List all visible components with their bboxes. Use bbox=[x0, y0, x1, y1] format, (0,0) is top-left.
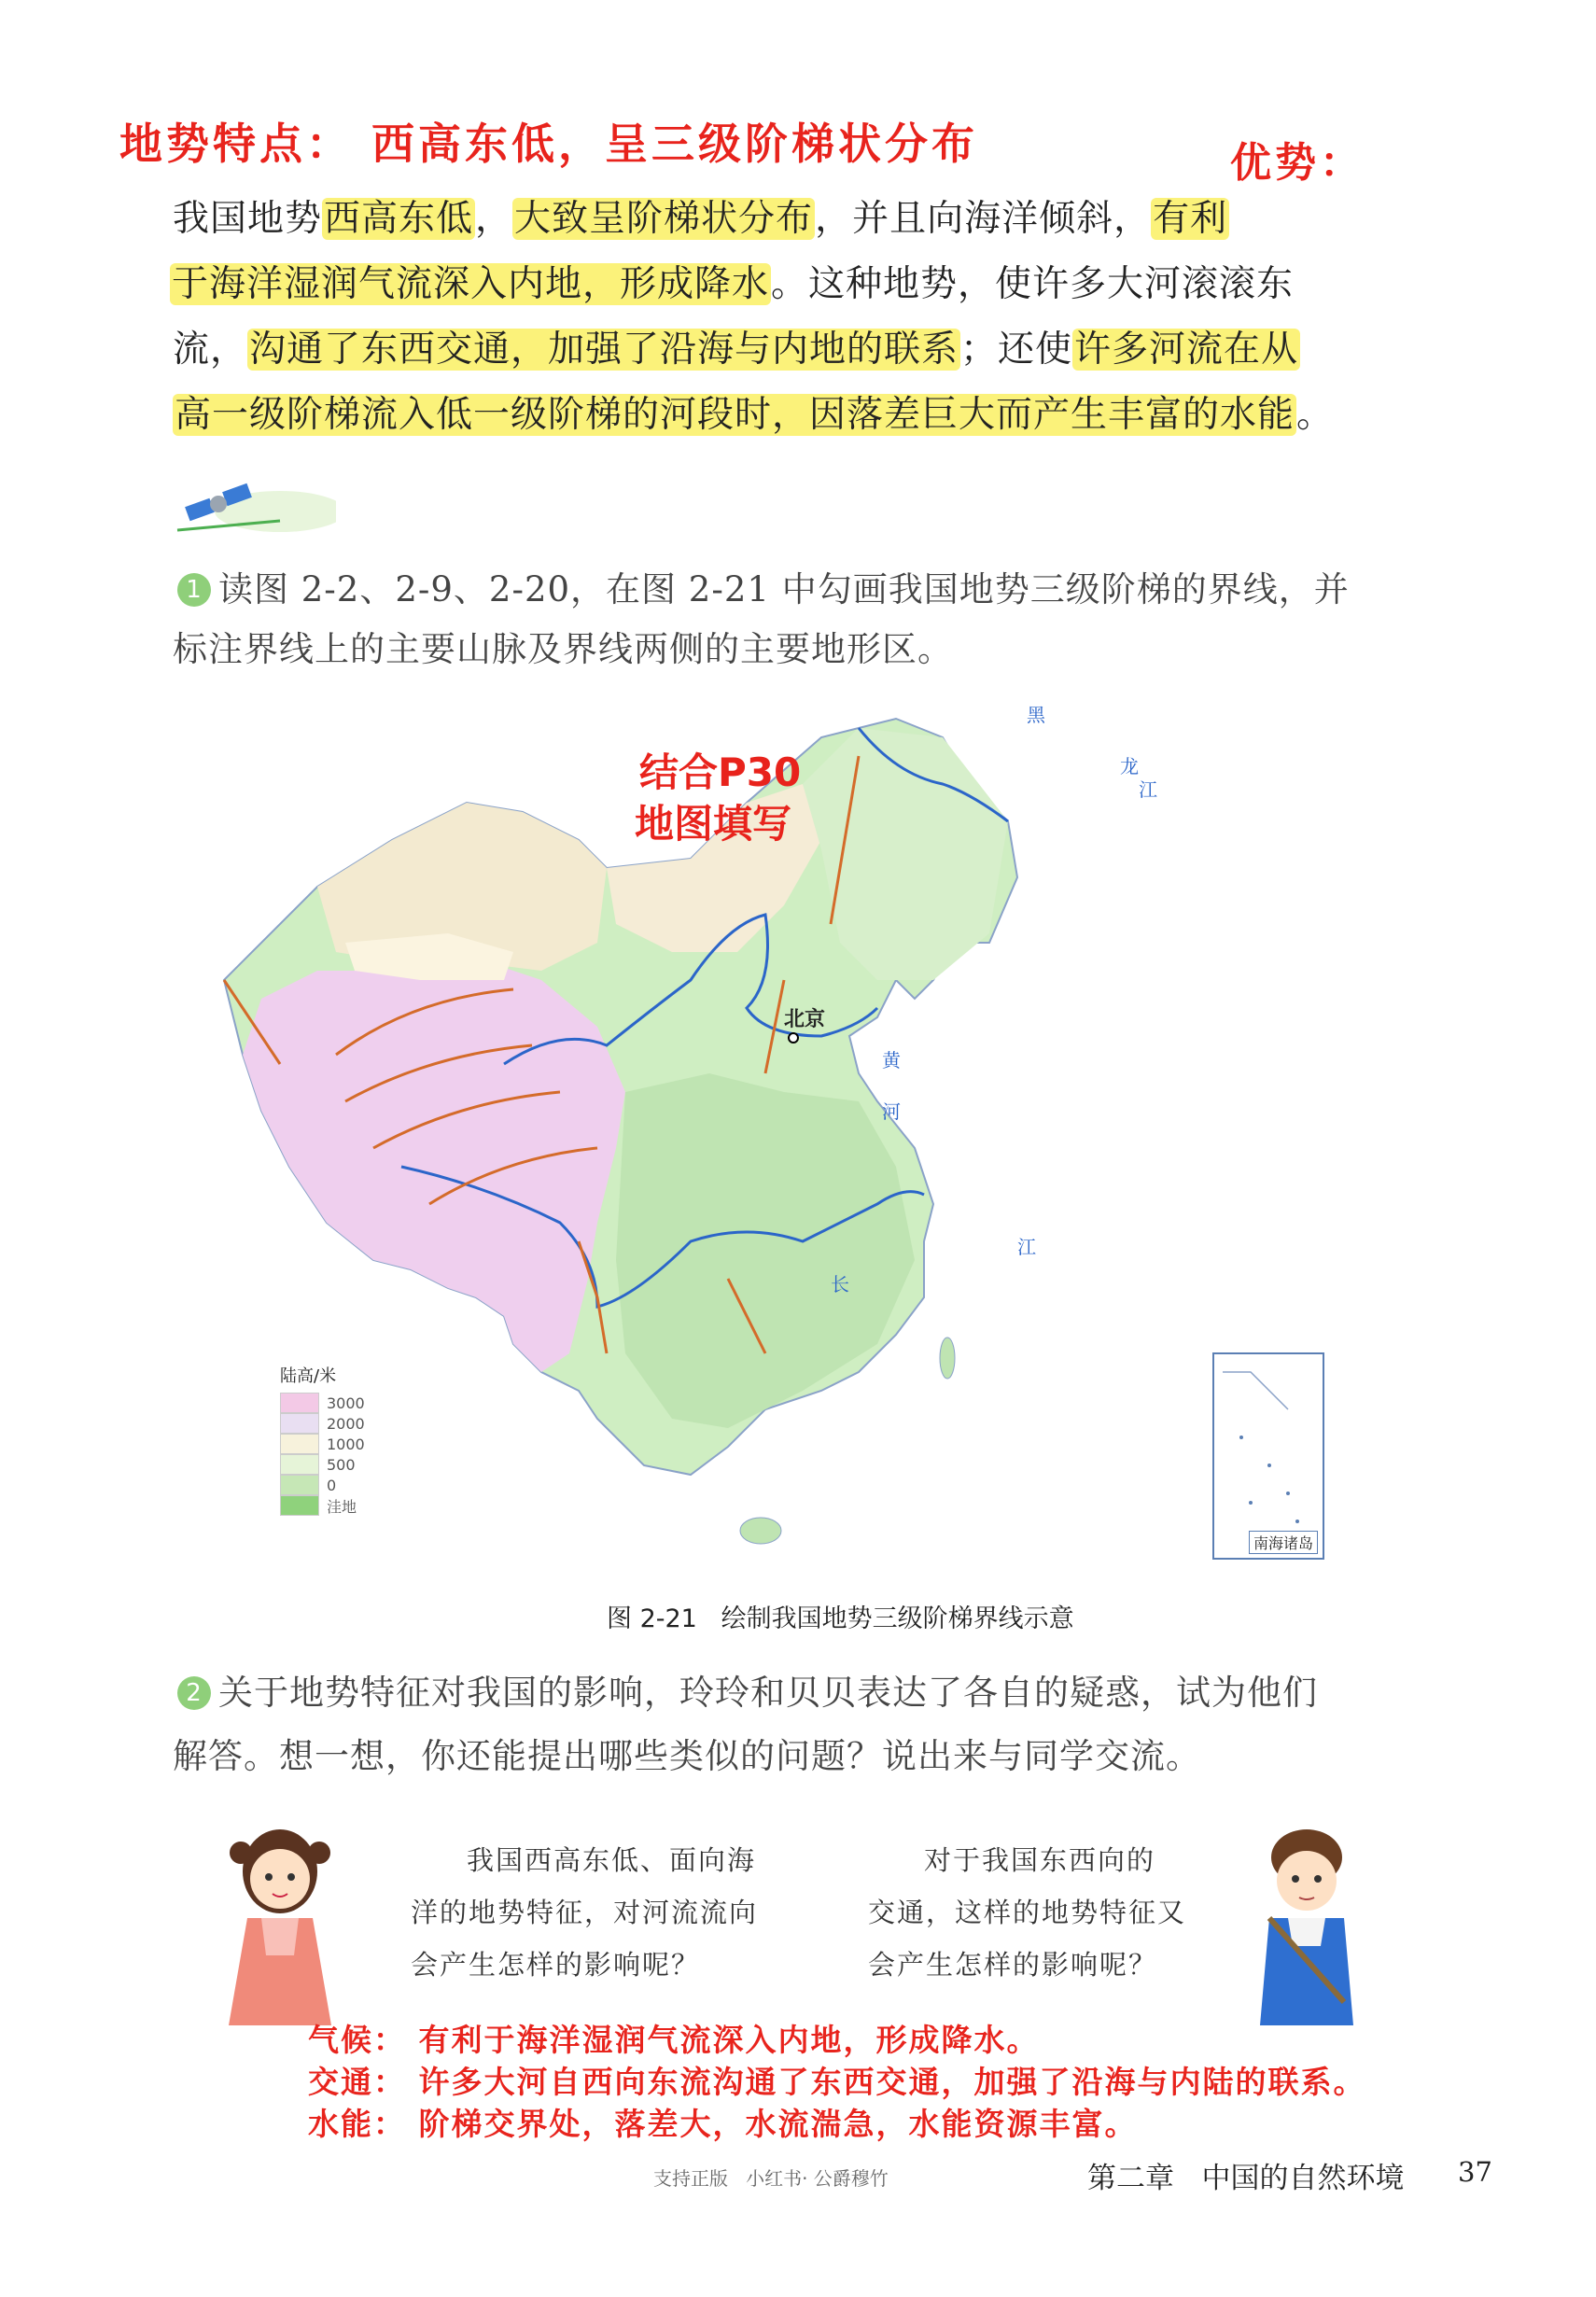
yangtze-river-label-2: 江 bbox=[1017, 1236, 1036, 1258]
map-legend bbox=[280, 1363, 373, 1516]
handwritten-map-note-line-2: 地图填写 bbox=[635, 801, 792, 847]
question-text: 关于地势特征对我国的影响，玲玲和贝贝表达了各自的疑惑，试为他们 bbox=[218, 1673, 1318, 1713]
legend-label: 1000 bbox=[327, 1435, 365, 1453]
boy-speech-line-2: 交通，这样的地势特征又 bbox=[868, 1897, 1187, 1928]
yellow-river-label-1: 黄 bbox=[882, 1049, 901, 1071]
girl-speech-line-1: 我国西高东低、面向海 bbox=[467, 1844, 757, 1876]
legend-label: 洼地 bbox=[327, 1497, 357, 1516]
text-segment: ，并且向海洋倾斜， bbox=[815, 198, 1152, 240]
handwritten-map-note-line-1: 结合P30 bbox=[639, 749, 802, 795]
handwritten-advantage: 优势： bbox=[1230, 139, 1365, 187]
heilong-river-label-2: 龙 bbox=[1120, 755, 1139, 777]
question-text: 读图 2-2、2-9、2-20，在图 2-21 中勾画我国地势三级阶梯的界线，并 bbox=[218, 569, 1350, 609]
question-2-line-1 bbox=[177, 1661, 1428, 1725]
legend-label: 3000 bbox=[327, 1394, 365, 1412]
handwritten-answer-traffic: 交通： 许多大河自西向东流沟通了东西交通，加强了沿海与内陆的联系。 bbox=[308, 2064, 1366, 2100]
question-1-line-2: 标注界线上的主要山脉及界线两侧的主要地形区。 bbox=[173, 629, 953, 669]
beijing-label: 北京 bbox=[784, 1008, 826, 1031]
girl-speech-line-3: 会产生怎样的影响呢？ bbox=[411, 1949, 701, 1981]
highlighted-text: 有利 bbox=[1153, 198, 1228, 240]
boy-illustration bbox=[1232, 1815, 1381, 2030]
question-2-line-2: 解答。想一想，你还能提出哪些类似的问题？说出来与同学交流。 bbox=[173, 1736, 1201, 1776]
text-segment: 我国地势 bbox=[173, 198, 323, 240]
text-segment: 流， bbox=[173, 329, 248, 371]
legend-item bbox=[280, 1434, 373, 1454]
inset-label: 南海诸岛 bbox=[1249, 1531, 1318, 1554]
legend-swatch bbox=[280, 1475, 319, 1495]
highlighted-text: 高一级阶梯流入低一级阶梯的河段时，因落差巨大而产生丰富的水能 bbox=[175, 394, 1295, 436]
legend-item bbox=[280, 1393, 373, 1413]
legend-swatch bbox=[280, 1413, 319, 1434]
boy-speech-line-3: 会产生怎样的影响呢？ bbox=[868, 1949, 1158, 1981]
highlighted-text: 许多河流在从 bbox=[1074, 329, 1299, 371]
question-number: 1 bbox=[177, 573, 211, 607]
handwritten-answer-water: 水能： 阶梯交界处，落差大，水流湍急，水能资源丰富。 bbox=[308, 2106, 1138, 2142]
question-1 bbox=[173, 560, 1428, 679]
beijing-marker bbox=[789, 1033, 798, 1043]
hainan-island bbox=[740, 1518, 781, 1544]
text-segment: 。这种地势，使许多大河滚滚东 bbox=[771, 263, 1295, 305]
legend-swatch bbox=[280, 1495, 319, 1516]
highlighted-text: 于海洋湿润气流深入内地，形成降水 bbox=[172, 263, 770, 305]
paragraph-line-1 bbox=[173, 187, 1349, 252]
taiwan-island bbox=[940, 1338, 955, 1379]
text-segment: ， bbox=[475, 198, 513, 240]
text-segment: ；还使 bbox=[960, 329, 1073, 371]
legend-items bbox=[280, 1393, 373, 1516]
highlighted-text: 大致呈阶梯状分布 bbox=[514, 198, 814, 240]
legend-label: 500 bbox=[327, 1455, 356, 1474]
legend-item bbox=[280, 1454, 373, 1475]
page-number: 37 bbox=[1458, 2156, 1492, 2188]
handwritten-terrain-feature: 地势特点： 西高东低，呈三级阶梯状分布 bbox=[119, 119, 979, 169]
legend-swatch bbox=[280, 1454, 319, 1475]
question-2 bbox=[173, 1661, 1428, 1788]
terrain-map bbox=[205, 700, 1325, 1568]
satellite-icon bbox=[168, 474, 336, 539]
legend-item bbox=[280, 1413, 373, 1434]
girl-speech-line-2: 洋的地势特征，对河流流向 bbox=[411, 1897, 759, 1928]
text-segment: 。 bbox=[1296, 394, 1335, 436]
highlighted-text: 西高东低 bbox=[324, 198, 474, 240]
legend-title: 陆高/米 bbox=[280, 1366, 337, 1386]
yellow-river-label-2: 河 bbox=[882, 1100, 901, 1123]
handwritten-answer-climate: 气候： 有利于海洋湿润气流深入内地，形成降水。 bbox=[308, 2022, 1040, 2058]
question-1-line-1 bbox=[177, 560, 1428, 620]
yangtze-river-label-1: 长 bbox=[831, 1273, 849, 1296]
paragraph-line-3 bbox=[173, 317, 1349, 383]
footer-watermark: 支持正版 小红书· 公爵穆竹 bbox=[653, 2167, 889, 2190]
highlighted-text: 沟通了东西交通，加强了沿海与内地的联系 bbox=[249, 329, 959, 371]
map-caption: 图 2-21 绘制我国地势三级阶梯界线示意 bbox=[607, 1604, 1074, 1633]
legend-label: 0 bbox=[327, 1476, 337, 1494]
heilong-river-label-3: 江 bbox=[1139, 778, 1157, 801]
plateau-region bbox=[243, 961, 625, 1372]
main-paragraph bbox=[173, 187, 1349, 448]
girl-speech-bubble bbox=[411, 1834, 803, 1991]
southern-hills bbox=[616, 1073, 915, 1428]
footer-chapter: 第二章 中国的自然环境 bbox=[1087, 2162, 1405, 2195]
question-number: 2 bbox=[177, 1676, 211, 1710]
dialogue-panel bbox=[187, 1815, 1419, 2039]
boy-speech-line-1: 对于我国东西向的 bbox=[924, 1844, 1156, 1876]
south-china-sea-inset bbox=[1213, 1353, 1323, 1559]
paragraph-line-2 bbox=[170, 252, 1349, 317]
heilong-river-label-1: 黑 bbox=[1027, 704, 1045, 726]
legend-item bbox=[280, 1495, 373, 1516]
legend-swatch bbox=[280, 1393, 319, 1413]
girl-illustration bbox=[215, 1815, 345, 2030]
legend-swatch bbox=[280, 1434, 319, 1454]
paragraph-line-4 bbox=[173, 383, 1349, 448]
legend-item bbox=[280, 1475, 373, 1495]
boy-speech-bubble bbox=[868, 1834, 1260, 1991]
legend-label: 2000 bbox=[327, 1414, 365, 1433]
